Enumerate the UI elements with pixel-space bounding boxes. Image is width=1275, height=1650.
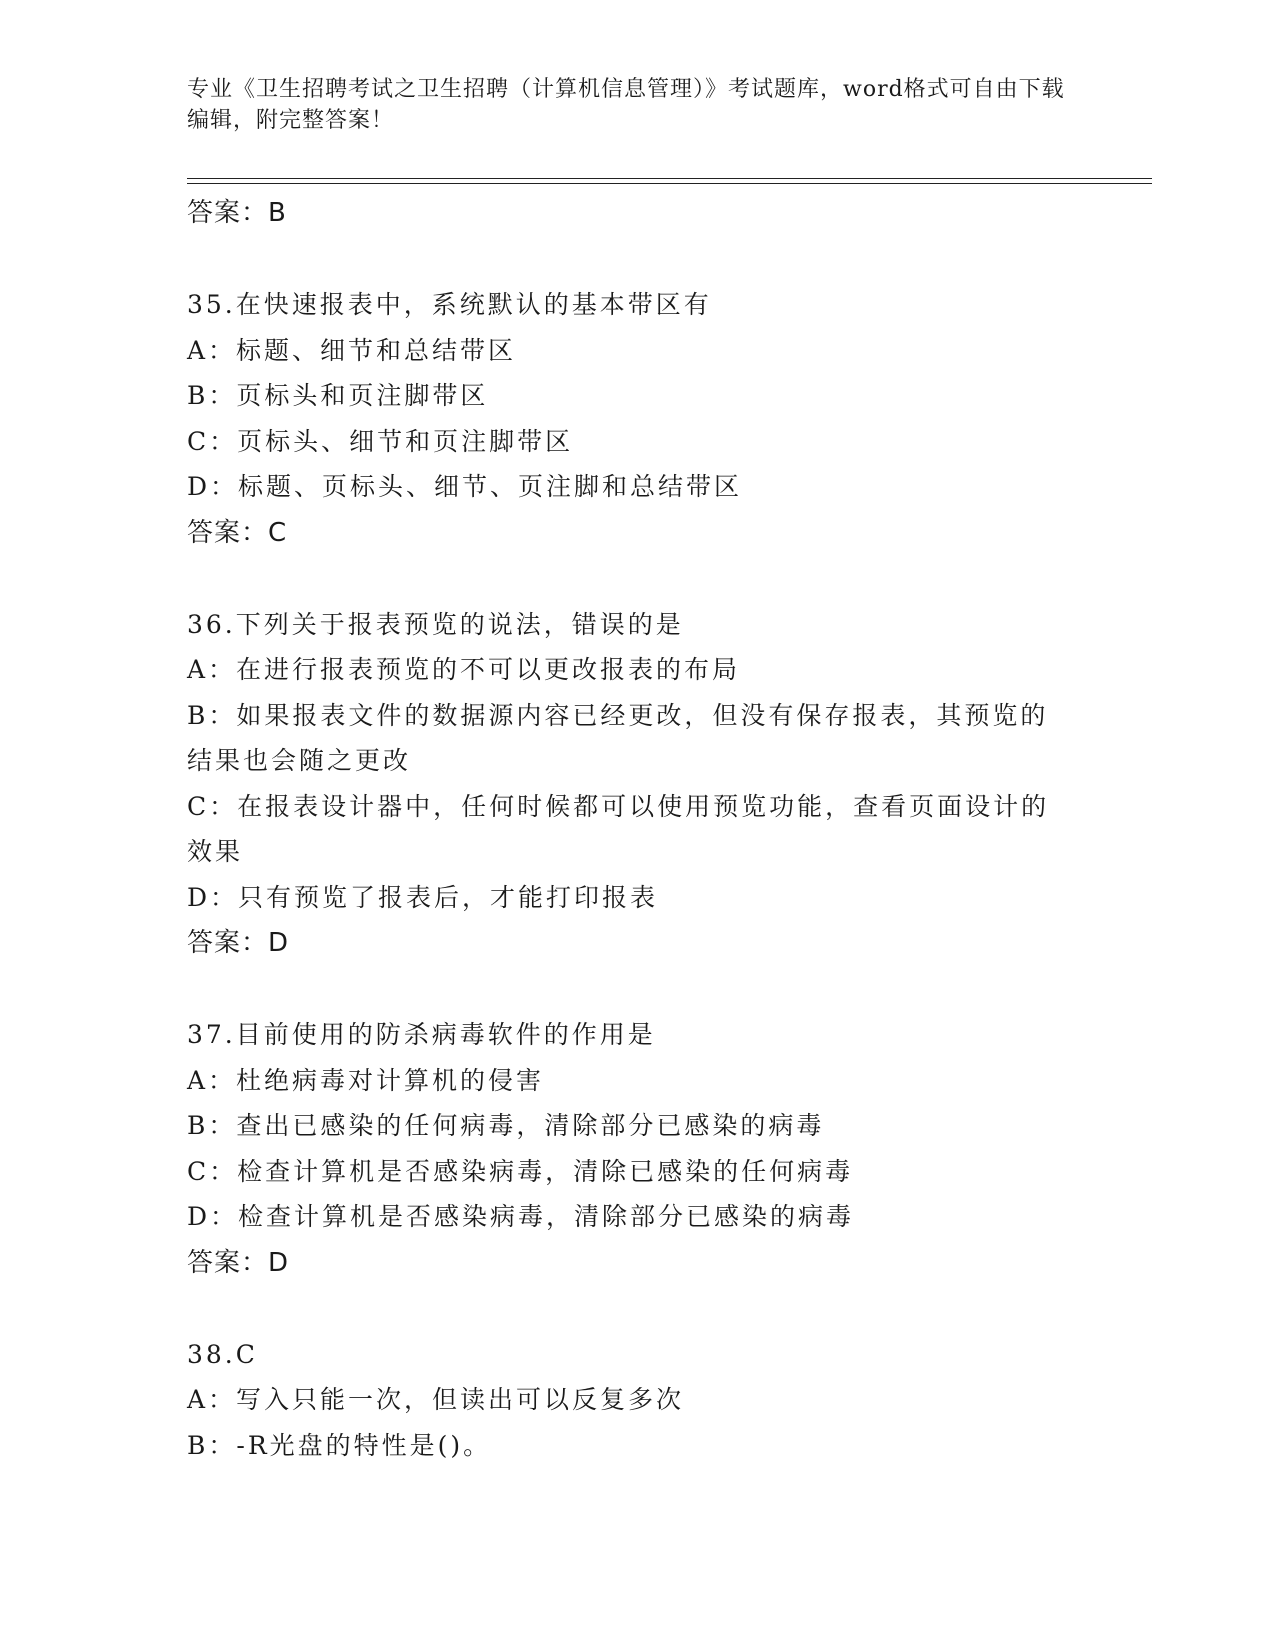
option-line: B：查出已感染的任何病毒，清除部分已感染的病毒 (187, 1111, 825, 1140)
option-line: D：标题、页标头、细节、页注脚和总结带区 (187, 472, 743, 501)
question-35 (187, 282, 1087, 556)
option-line: 结果也会随之更改 (187, 746, 412, 775)
answer-line: 答案：D (187, 928, 290, 958)
option-line: B：如果报表文件的数据源内容已经更改，但没有保存报表，其预览的 (187, 700, 1049, 730)
option-line: C：检查计算机是否感染病毒，清除已感染的任何病毒 (187, 1156, 854, 1186)
option-line: A：标题、细节和总结带区 (187, 335, 517, 365)
spacer (187, 1286, 1087, 1332)
option-line: B：-R光盘的特性是()。 (187, 1430, 492, 1460)
answer-line: 答案：D (187, 1247, 290, 1278)
question-36 (187, 602, 1087, 967)
option-line: C：在报表设计器中，任何时候都可以使用预览功能，查看页面设计的 (187, 791, 1050, 821)
option-line: 效果 (187, 837, 244, 866)
answer-line: 答案：B (187, 198, 287, 228)
option-line: A：在进行报表预览的不可以更改报表的布局 (187, 655, 741, 684)
question-38 (187, 1332, 1087, 1469)
header-rule-bottom (187, 183, 1152, 184)
question-37 (187, 1012, 1087, 1286)
question-stem: 38.C (187, 1339, 258, 1369)
header-rule-top (187, 178, 1152, 179)
option-line: A：杜绝病毒对计算机的侵害 (187, 1065, 545, 1095)
spacer (187, 966, 1087, 1012)
option-line: A：写入只能一次，但读出可以反复多次 (187, 1385, 685, 1414)
document-header: 专业《卫生招聘考试之卫生招聘（计算机信息管理）》考试题库，word格式可自由下载编辑，附完整答案！ (187, 77, 1065, 133)
question-stem: 35.在快速报表中，系统默认的基本带区有 (187, 290, 712, 319)
question-stem: 37.目前使用的防杀病毒软件的作用是 (187, 1020, 656, 1049)
option-line: D：只有预览了报表后，才能打印报表 (187, 882, 659, 912)
question-stem: 36.下列关于报表预览的说法，错误的是 (187, 609, 684, 639)
spacer (187, 556, 1087, 602)
answer-line: 答案：C (187, 517, 288, 548)
option-line: B：页标头和页注脚带区 (187, 381, 489, 410)
option-line: D：检查计算机是否感染病毒，清除部分已感染的病毒 (187, 1202, 855, 1231)
question-list (187, 190, 1087, 1468)
option-line: C：页标头、细节和页注脚带区 (187, 426, 574, 456)
spacer (187, 236, 1087, 282)
